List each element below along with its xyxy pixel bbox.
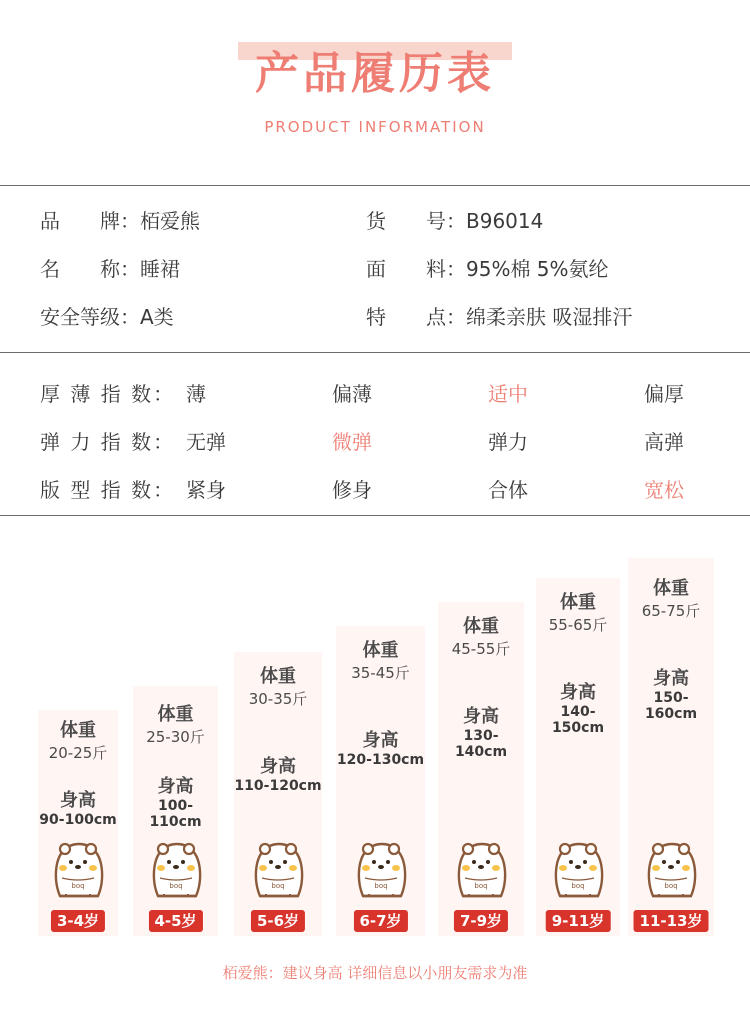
bear-mascot-icon [353,838,409,904]
info-brand [40,205,200,234]
index-option: 适中 [488,382,528,406]
height-label: 身高 [560,682,596,703]
weight-value: 20-25斤 [48,744,108,762]
index-option: 高弹 [644,430,684,454]
size-column [536,578,620,936]
age-badge: 9-11岁 [546,910,611,932]
info-item-number [366,205,543,234]
weight-label: 体重 [653,578,689,599]
bear-shirt-text: boq [271,882,285,890]
page-title: 产品履历表 [255,48,495,99]
height-value: 150-160cm [644,690,698,722]
bear-mascot-icon [550,838,606,904]
index-option: 无弹 [186,430,226,454]
info-fabric [366,253,609,282]
info-label: 名 称： [40,257,140,281]
height-label: 身高 [463,706,499,727]
weight-value: 65-75斤 [641,602,701,620]
age-badge: 5-6岁 [251,910,305,932]
age-badge: 3-4岁 [51,910,105,932]
divider-middle [0,352,750,353]
weight-label: 体重 [260,666,296,687]
thickness-index-row [0,378,750,408]
height-value: 120-130cm [336,752,425,768]
bear-mascot-icon [643,838,699,904]
age-badge: 7-9岁 [454,910,508,932]
divider-bottom [0,515,750,516]
weight-label: 体重 [60,720,96,741]
info-row [0,205,750,235]
weight-label: 体重 [463,616,499,637]
info-label: 特 点： [366,305,466,329]
height-label: 身高 [157,776,194,797]
bear-mascot-icon [50,838,106,904]
divider-top [0,185,750,186]
index-option: 偏薄 [332,382,372,406]
info-label: 货 号： [366,209,466,233]
index-option: 弹力 [488,430,528,454]
size-column [336,626,425,936]
title-block [0,44,750,104]
age-badge: 4-5岁 [148,910,202,932]
info-value: 95%棉 5%氨纶 [466,257,609,281]
index-label: 版 型 指 数： [40,478,176,502]
info-value: 栢爱熊 [140,209,200,233]
bear-shirt-text: boq [373,882,388,890]
height-value: 90-100cm [39,812,117,828]
info-row [0,253,750,283]
height-label: 身高 [60,790,96,811]
index-option: 合体 [488,478,528,502]
index-label: 厚 薄 指 数： [40,382,176,406]
height-value: 110-120cm [234,778,322,794]
height-label: 身高 [260,756,296,777]
index-option: 偏厚 [644,382,684,406]
elasticity-index-row [0,426,750,456]
height-value: 140-150cm [551,704,605,736]
index-option: 微弹 [332,430,372,454]
index-option: 薄 [186,382,206,406]
info-row [0,301,750,331]
size-column [628,558,714,936]
info-value: 绵柔亲肤 吸湿排汗 [466,305,633,329]
info-label: 面 料： [366,257,466,281]
info-value: B96014 [466,209,544,233]
index-option: 紧身 [186,478,226,502]
age-badge: 11-13岁 [634,910,709,932]
bear-shirt-text: boq [71,882,85,890]
weight-label: 体重 [362,640,399,661]
bear-shirt-text: boq [571,882,585,890]
bear-mascot-icon [453,838,509,904]
size-column [438,602,524,936]
height-label: 身高 [362,730,399,751]
index-option: 修身 [332,478,372,502]
size-column [38,710,118,936]
bear-shirt-text: boq [168,882,183,890]
bear-shirt-text: boq [664,882,678,890]
info-value: A类 [140,305,174,329]
weight-label: 体重 [157,704,194,725]
index-option: 宽松 [644,478,684,502]
index-label: 弹 力 指 数： [40,430,176,454]
weight-value: 45-55斤 [451,640,511,658]
info-label: 安全等级： [40,305,140,329]
weight-label: 体重 [560,592,596,613]
page-subtitle: PRODUCT INFORMATION [264,118,486,136]
weight-value: 30-35斤 [248,690,308,708]
footnote: 栢爱熊：建议身高 详细信息以小朋友需求为准 [222,964,528,982]
bear-shirt-text: boq [474,882,488,890]
info-safety-grade [40,301,174,330]
height-value: 100-110cm [149,798,202,830]
height-label: 身高 [653,668,689,689]
weight-value: 25-30斤 [146,728,205,746]
weight-value: 35-45斤 [351,664,410,682]
bear-mascot-icon [148,838,204,904]
age-badge: 6-7岁 [353,910,407,932]
size-column [234,652,322,936]
info-features [366,301,632,330]
info-value: 睡裙 [140,257,180,281]
info-name [40,253,180,282]
bear-mascot-icon [250,838,306,904]
weight-value: 55-65斤 [548,616,608,634]
info-label: 品 牌： [40,209,140,233]
fit-index-row [0,474,750,504]
height-value: 130-140cm [454,728,508,760]
size-column [133,686,218,936]
